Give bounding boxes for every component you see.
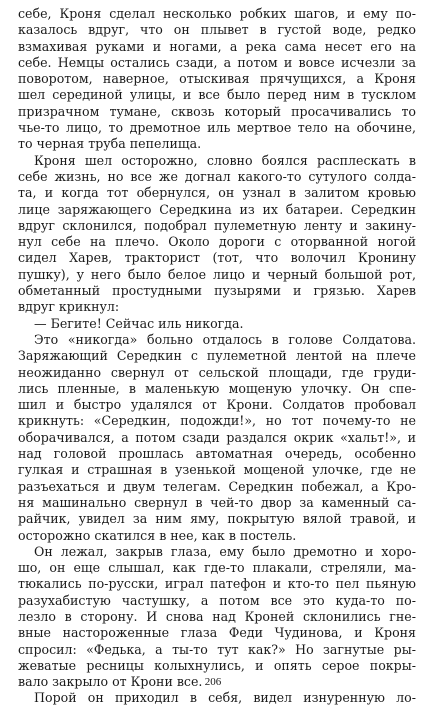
text-line: неожиданно свернул от сельской площади, где груди- (18, 364, 416, 380)
text-line: пушку), у него было белое лицо и черный большой рот, (18, 266, 416, 282)
text-line: Он лежал, закрыв глаза, ему было дремотно и хоро- (34, 543, 416, 559)
text-line: жеватые ресницы колыхнулись, и опять серое покры- (18, 657, 416, 673)
text-line: лись пленные, в маленькую мощеную улочку. Он спе- (18, 380, 416, 396)
paragraph (18, 6, 416, 153)
text-line: вные настороженные глаза Феди Чудинова, и Кроня (18, 625, 416, 641)
page-number: 206 (204, 675, 222, 688)
text-line: Кроня шел осторожно, словно боялся расплескать в (34, 152, 416, 168)
text-line: взмахивая руками и ногами, а река сама несет его на (18, 38, 416, 54)
text-line: вало закрыло от Крони все. (18, 674, 203, 690)
text-line: казалось вдруг, что он плывет в густой воде, редко (18, 22, 416, 38)
text-line: поворотом, наверное, отыскивая прячущихся, а Кроня (18, 71, 416, 87)
text-line: ня машинально свернул в чей-то двор за каменный са- (18, 494, 416, 510)
text-line: обметанный простудными пузырями и грязью. Харев (18, 283, 416, 299)
text-line: призрачном тумане, сквозь который просачивались то (18, 103, 416, 119)
text-line: сидел Харев, тракторист (тот, что волочил Кронину (18, 250, 416, 266)
text-line: лезло в сторону. И снова над Кроней склонились гне- (18, 608, 416, 624)
paragraph (18, 332, 416, 544)
text-line: разухабистую частушку, а потом все это куда-то по- (18, 592, 416, 608)
text-line: Заряжающий Середкин с пулеметной лентой на плече (18, 348, 416, 364)
text-line: крикнуть: «Середкин, подожди!», но тот почему-то не (18, 413, 416, 429)
text-line: лице заряжающего Середкина из их батареи. Середкин (18, 201, 416, 217)
text-line: шо, он еще слышал, как где-то плакали, стреляли, ма- (18, 560, 416, 576)
text-line: нул себе на плечо. Около дороги с оторванной ногой (18, 234, 416, 250)
text-line: разъехаться и двум телегам. Середкин побежал, а Кро- (18, 478, 416, 494)
paragraph (18, 690, 416, 706)
text-line: оборачивался, а потом сзади раздался окрик «хальт!», и (18, 429, 416, 445)
text-line: себе. Немцы остались сзади, а потом и вовсе исчезли за (18, 54, 416, 70)
paragraph (18, 544, 416, 691)
text-line: вдруг склонился, подобрал пулеметную ленту и закину- (18, 217, 416, 233)
text-line: то черная труба пепелища. (18, 136, 202, 152)
text-line: райчик, увидел за ним яму, покрытую вялой травой, и (18, 511, 416, 527)
text-line: шел серединой улицы, и все было перед ним в тусклом (18, 87, 416, 103)
paragraph (18, 316, 416, 332)
text-line: чье-то лицо, то дремотное иль мертвое тело на обочине, (18, 120, 416, 136)
text-line: шил и быстро удалялся от Крони. Солдатов пробовал (18, 397, 416, 413)
text-line: та, и когда тот обернулся, он узнал в залитом кровью (18, 185, 416, 201)
text-line: себе, Кроня сделал несколько робких шагов, и ему по- (18, 6, 416, 21)
text-line: — Бегите! Сейчас иль никогда. (34, 315, 244, 331)
text-body (18, 6, 416, 707)
text-line: себе жизнь, но все же догнал какого-то сутулого солда- (18, 168, 416, 184)
text-line: тюкались по-русски, играл патефон и кто-то пел пьяную (18, 576, 416, 592)
text-line: осторожно скатился в нее, как в постель. (18, 527, 297, 543)
text-line: вдруг крикнул: (18, 299, 120, 315)
text-line: спросил: «Федька, а ты-то тут как?» Но загнутые ры- (18, 641, 416, 657)
paragraph (18, 153, 416, 316)
text-line: Это «никогда» больно отдалось в голове Солдатова. (34, 331, 416, 347)
text-line: Порой он приходил в себя, видел изнуренную ло- (34, 690, 416, 706)
text-line: гулкая и страшная в узенькой мощеной улочке, где не (18, 462, 416, 478)
text-line: над головой прошлась автоматная очередь, особенно (18, 446, 416, 462)
